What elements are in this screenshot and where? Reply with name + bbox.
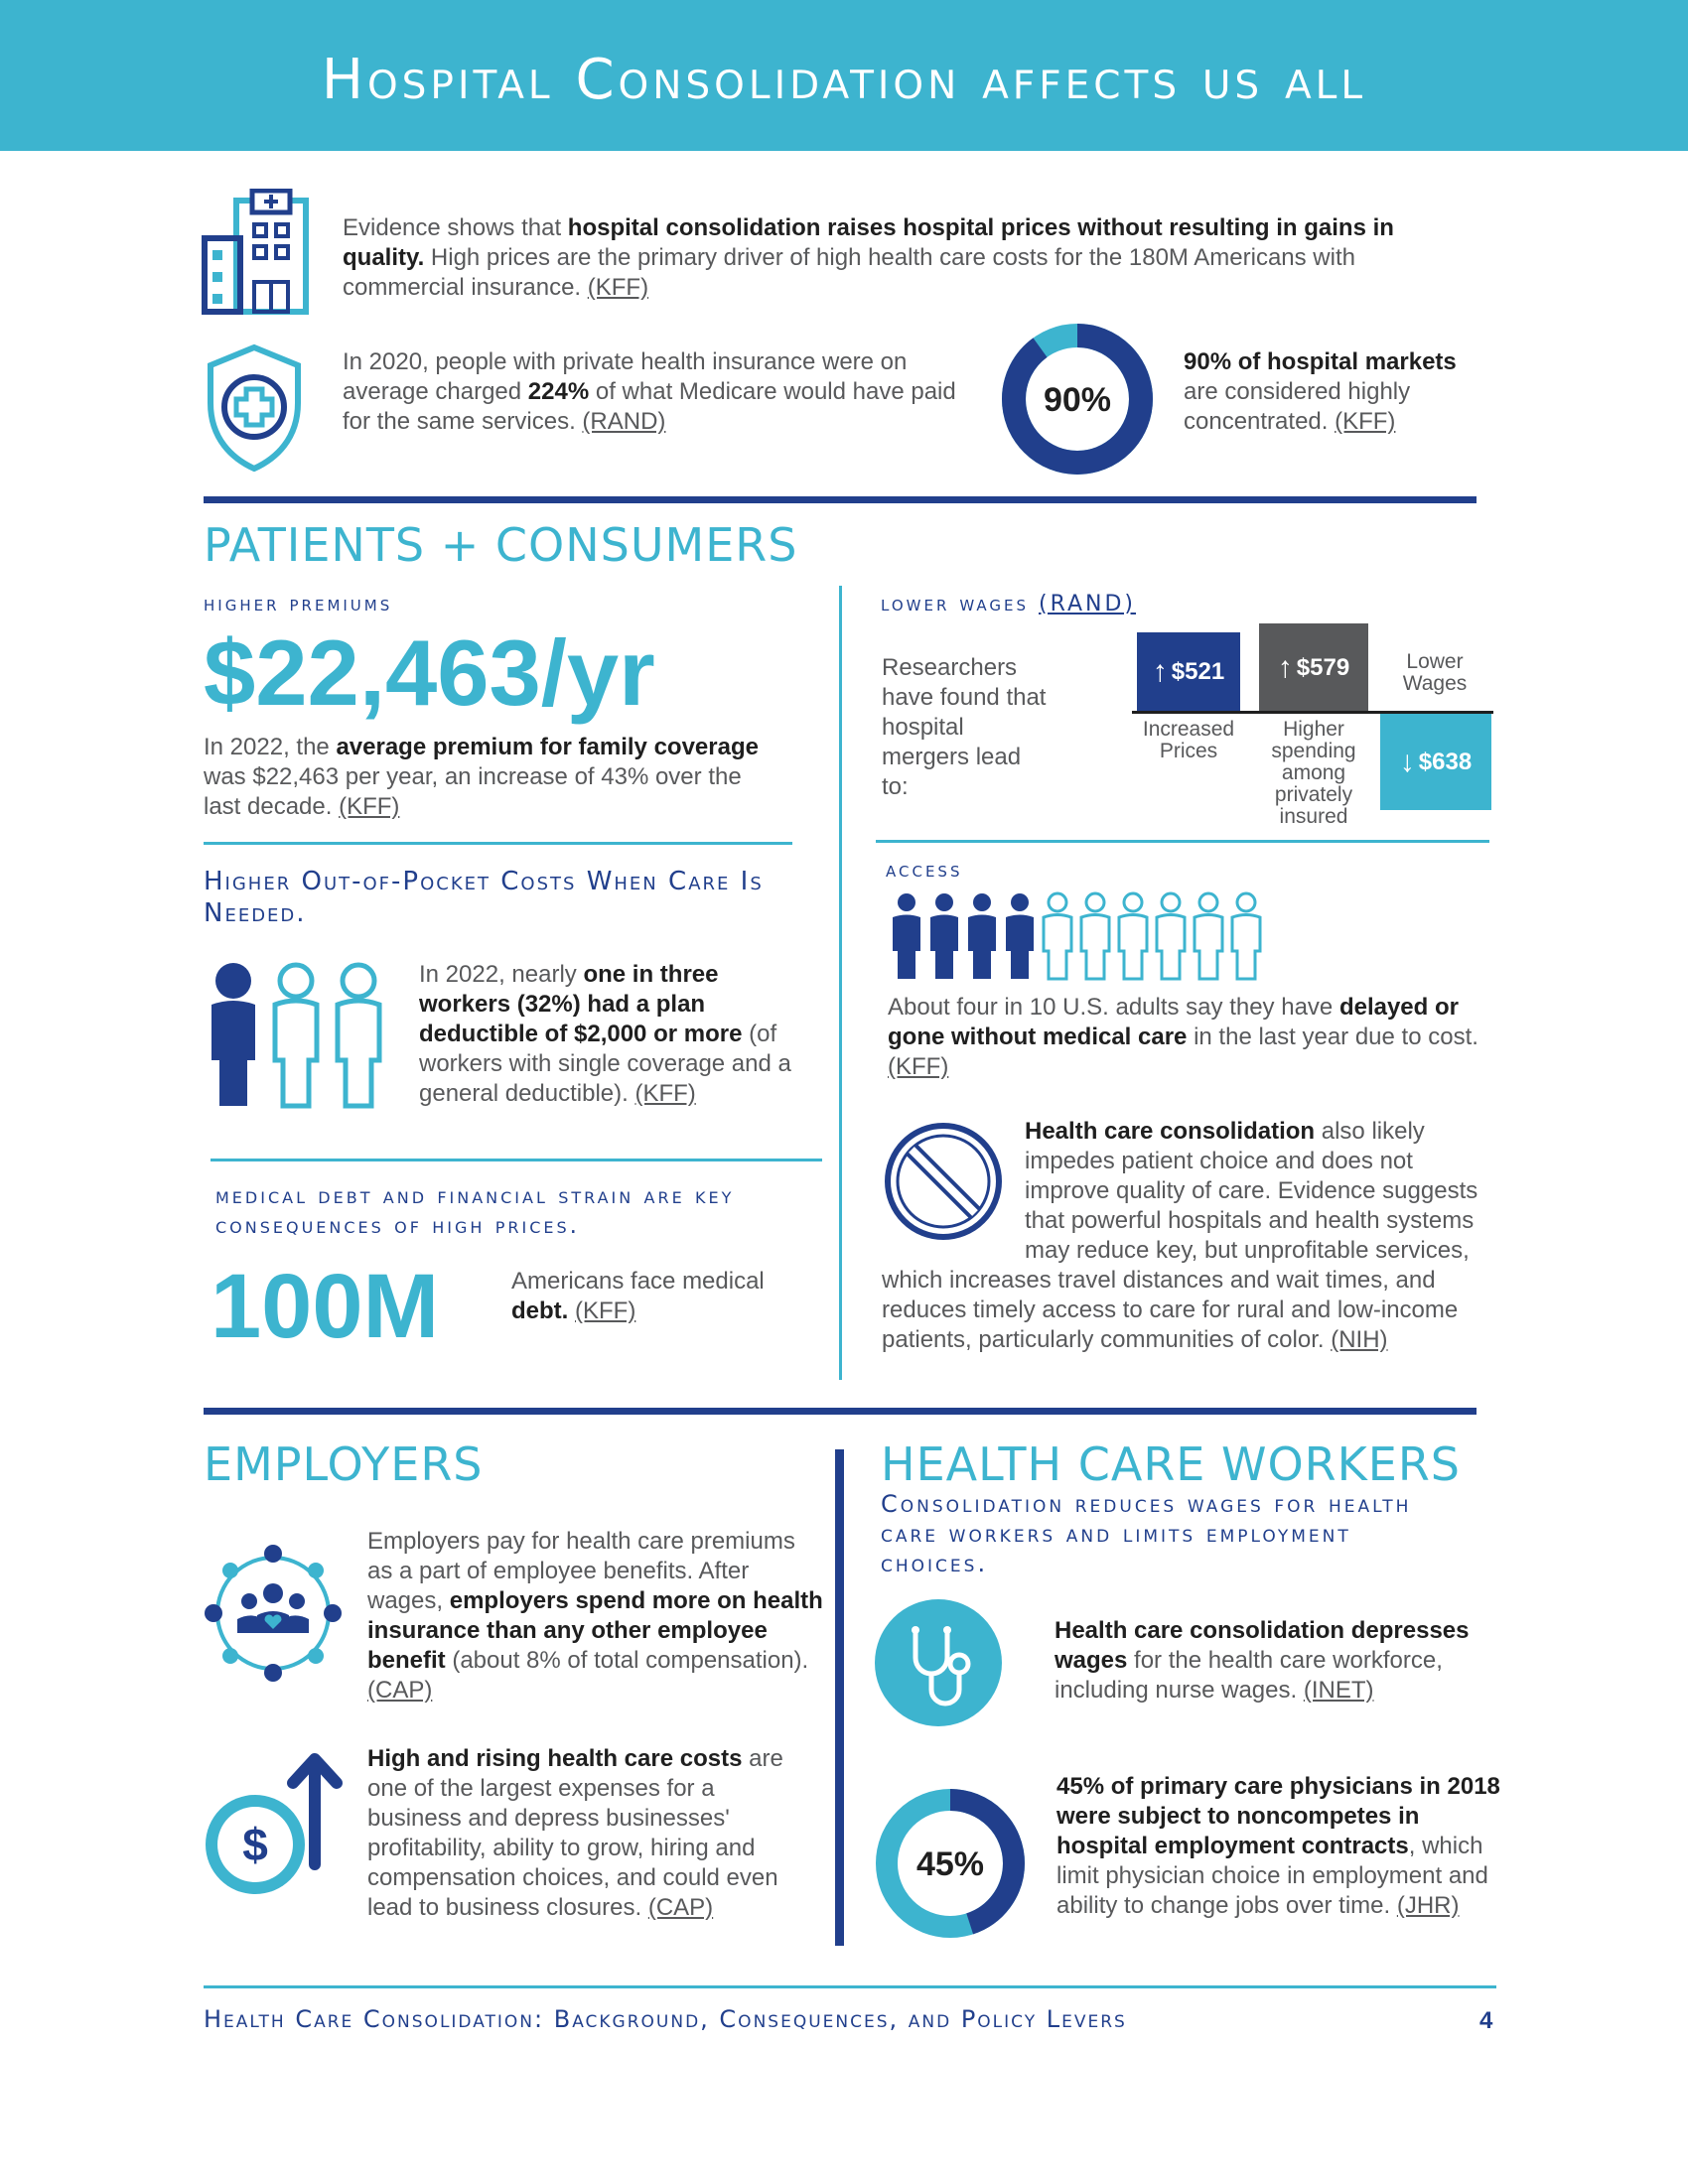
person-outline-icon [1232, 893, 1260, 979]
lower-wages-label: lower wages (RAND) [881, 592, 1136, 616]
divider [211, 1159, 822, 1161]
donut-90-label: 90% [1043, 381, 1112, 419]
kff-link[interactable]: (KFF) [575, 1297, 636, 1324]
employees-network-icon [204, 1544, 343, 1683]
kff-link[interactable]: (KFF) [339, 793, 400, 820]
svg-text:$: $ [242, 1819, 268, 1870]
rand-link[interactable]: (RAND) [582, 408, 666, 435]
divider [204, 496, 1477, 503]
person-outline-icon [1157, 893, 1185, 979]
stethoscope-icon [874, 1598, 1003, 1727]
person-outline-icon [1119, 893, 1147, 979]
section-title-employers: EMPLOYERS [204, 1437, 484, 1491]
workers-subheading: Consolidation reduces wages for health care workers and limits employment choices. [881, 1490, 1412, 1577]
divider [204, 1408, 1477, 1415]
premium-paragraph: In 2022, the average premium for family coverage was $22,463 per year, an increase of 43% over the last decade. (KFF) [204, 734, 759, 820]
column-divider [839, 586, 842, 1380]
wage-bar-prices: ↑ $521 [1137, 632, 1240, 712]
kff-link[interactable]: (KFF) [587, 274, 649, 301]
access-paragraph: About four in 10 U.S. adults say they have delayed or gone without medical care in the last year due to cost. (KFF) [888, 994, 1478, 1080]
footer-divider [204, 1985, 1496, 1988]
kff-link[interactable]: (KFF) [888, 1053, 949, 1080]
debt-paragraph: Americans face medical debt. (KFF) [511, 1268, 765, 1324]
donut-45 [874, 1787, 1028, 1941]
kff-link[interactable]: (KFF) [1335, 408, 1396, 435]
rising-cost-icon [204, 1747, 352, 1896]
cap-link[interactable]: (CAP) [367, 1677, 433, 1704]
employers-paragraph-2: High and rising health care costs are one of the largest expenses for a business and depress businesses' profitability, ability to grow, hiring and compensation choices, and could even lead to business closures. (CAP) [367, 1745, 783, 1921]
medical-debt-heading: medical debt and financial strain are key consequences of high prices. [215, 1183, 735, 1239]
person-filled-icon [930, 893, 958, 979]
person-filled-icon [1006, 893, 1034, 979]
higher-premiums-label: higher premiums [204, 592, 393, 616]
employers-paragraph-1: Employers pay for health care premiums as a part of employee benefits. After wages, employers spend more on health insurance than any other employee benefit (about 8% of total compensation). (CAP) [367, 1528, 823, 1704]
rand-link[interactable]: (RAND) [1038, 592, 1136, 616]
donut-90 [998, 320, 1157, 478]
divider [876, 840, 1489, 843]
intro-paragraph-1: Evidence shows that hospital consolidation raises hospital prices without resulting in gains in quality. High prices are the primary driver of high health care costs for the 180M Americans with commercial insurance. (KFF) [343, 214, 1394, 301]
donut-45-label: 45% [915, 1845, 985, 1883]
wage-bar-spending: ↑ $579 [1259, 623, 1368, 712]
footer-title: Health Care Consolidation: Background, Consequences, and Policy Levers [204, 2005, 1127, 2033]
debt-amount: 100M [211, 1256, 440, 1357]
inet-link[interactable]: (INET) [1303, 1677, 1374, 1704]
wage-caption-lower: Lower Wages [1402, 650, 1468, 695]
person-filled-icon [968, 893, 996, 979]
intro-paragraph-3: 90% of hospital markets are considered highly concentrated. (KFF) [1184, 348, 1457, 435]
column-divider [835, 1449, 844, 1946]
workers-paragraph-2: 45% of primary care physicians in 2018 were subject to noncompetes in hospital employment contracts, which limit physician choice in employment and ability to change jobs over time. (JHR) [1056, 1773, 1500, 1919]
oop-heading: Higher Out-of-Pocket Costs When Care Is Needed. [204, 867, 764, 928]
shield-medical-icon [205, 343, 304, 473]
page-number: 4 [1479, 2007, 1493, 2034]
page-title: Hospital Consolidation affects us all [321, 48, 1367, 112]
oop-paragraph: In 2022, nearly one in three workers (32%) had a plan deductible of $2,000 or more (of workers with single coverage and a general deductible). (KFF) [419, 961, 791, 1107]
premium-amount: $22,463/yr [204, 620, 655, 725]
kff-link[interactable]: (KFF) [634, 1080, 696, 1107]
hospital-icon [201, 189, 318, 316]
person-filled-icon [893, 893, 920, 979]
wage-bar-lower: ↓ $638 [1380, 714, 1491, 810]
person-outline-icon [1081, 893, 1109, 979]
workers-paragraph-1: Health care consolidation depresses wages for the health care workforce, including nurse wages. (INET) [1055, 1617, 1470, 1704]
person-outline-icon [1044, 893, 1071, 979]
jhr-link[interactable]: (JHR) [1396, 1892, 1460, 1919]
wages-intro: Researchers have found that hospital mergers lead to: [882, 654, 1047, 800]
choice-paragraph: Health care consolidation also likely impedes patient choice and does not improve quality of care. Evidence suggests that powerful hospitals and health systems may reduce key, but unprofitable services, which increases travel distances and wait times, and reduces timely access to care for rural and low-income patients, particularly communities of color. (NIH) [882, 1118, 1478, 1353]
wage-caption-prices: Increased Prices [1142, 718, 1235, 762]
section-title-workers: HEALTH CARE WORKERS [881, 1437, 1462, 1491]
nih-link[interactable]: (NIH) [1331, 1326, 1388, 1353]
people-one-in-three-icon [204, 961, 392, 1110]
cap-link[interactable]: (CAP) [647, 1894, 714, 1921]
people-four-in-ten-icon [887, 891, 1284, 983]
intro-paragraph-2: In 2020, people with private health insurance were on average charged 224% of what Medicare would have paid for the same services. (RAND) [343, 348, 956, 435]
section-title-patients: PATIENTS + CONSUMERS [204, 518, 798, 572]
divider [204, 842, 792, 845]
person-outline-icon [1195, 893, 1222, 979]
wage-caption-spending: Higher spending among privately insured [1271, 718, 1356, 828]
access-label: access [886, 858, 963, 883]
